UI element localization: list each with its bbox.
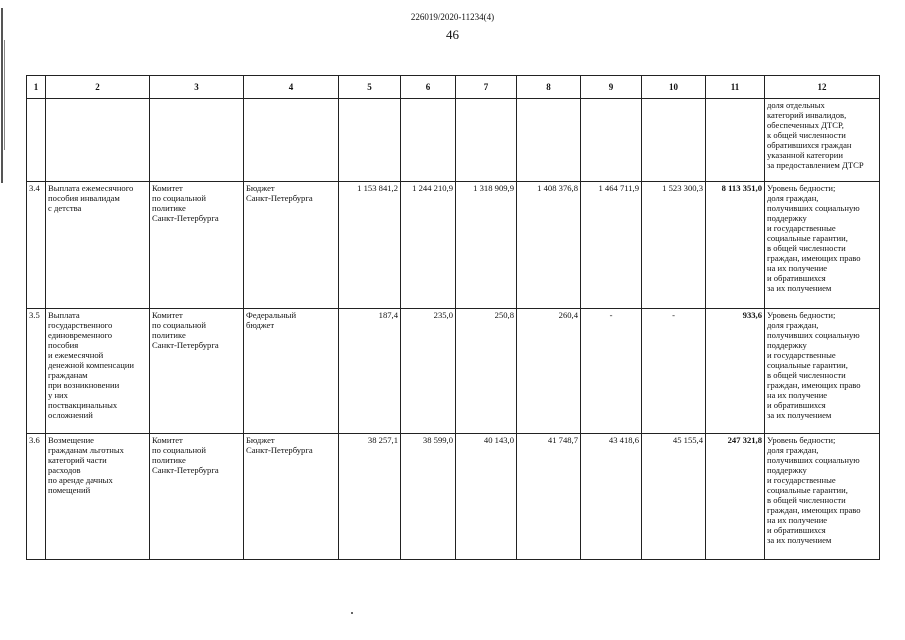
total-amount-cell: 933,6 — [706, 309, 765, 434]
measure-name-line: с детства — [48, 203, 82, 213]
indicator-line: граждан, имеющих право — [767, 380, 861, 390]
indicator-cell — [765, 99, 880, 182]
measure-name-line: поствакцинальных — [48, 400, 118, 410]
executor-line: политике — [152, 455, 186, 465]
indicator-line: доля граждан, — [767, 320, 819, 330]
total-amount-cell: 247 321,8 — [706, 434, 765, 560]
column-header: 6 — [401, 76, 456, 99]
measure-name-line: категорий части — [48, 455, 107, 465]
measure-name-cell — [46, 182, 150, 309]
measure-name-line: Выплата ежемесячного — [48, 183, 134, 193]
executor-line: Санкт-Петербурга — [152, 340, 219, 350]
funding-source-line: Санкт-Петербурга — [246, 193, 313, 203]
indicator-line: поддержку — [767, 465, 807, 475]
indicator-line: на их получение — [767, 515, 828, 525]
indicator-line: обратившихся граждан — [767, 140, 852, 150]
measure-name-line: и ежемесячной — [48, 350, 104, 360]
executor-line: по социальной — [152, 445, 206, 455]
indicator-line: доля граждан, — [767, 445, 819, 455]
year-amount-cell: 1 153 841,2 — [339, 182, 401, 309]
indicator-line: в общей численности — [767, 370, 846, 380]
measure-name-line: пособия инвалидам — [48, 193, 120, 203]
year-amount-cell: 43 418,6 — [581, 434, 642, 560]
measure-name-line: государственного — [48, 320, 113, 330]
document-header — [0, 10, 905, 43]
total-amount-cell: 8 113 351,0 — [706, 182, 765, 309]
executor-cell — [150, 182, 244, 309]
indicator-line: за их получением — [767, 410, 832, 420]
year-amount-cell: 260,4 — [517, 309, 581, 434]
indicator-line: и обратившихся — [767, 273, 826, 283]
funding-source-cell — [244, 434, 339, 560]
column-header: 9 — [581, 76, 642, 99]
measure-name-line: при возникновении — [48, 380, 120, 390]
measure-name-line: единовременного — [48, 330, 113, 340]
funding-source-line: Бюджет — [246, 435, 275, 445]
measure-name-line: помещений — [48, 485, 91, 495]
table-row-3-6 — [27, 434, 880, 560]
year-amount-cell: 1 408 376,8 — [517, 182, 581, 309]
table-row-3-5 — [27, 309, 880, 434]
year-amount-cell: 1 523 300,3 — [642, 182, 706, 309]
executor-line: политике — [152, 203, 186, 213]
indicator-line: и обратившихся — [767, 525, 826, 535]
funding-source-line: Санкт-Петербурга — [246, 445, 313, 455]
document-number: 226019/2020-11234(4) — [410, 12, 495, 22]
indicator-line: поддержку — [767, 213, 807, 223]
column-header: 5 — [339, 76, 401, 99]
executor-line: Комитет — [152, 310, 183, 320]
indicator-line: и государственные — [767, 475, 836, 485]
scan-edge-mark-secondary — [4, 40, 5, 150]
indicator-line: получивших социальную — [767, 330, 860, 340]
row-number: 3.5 — [29, 310, 40, 320]
indicator-line: социальные гарантии, — [767, 485, 848, 495]
indicator-line: граждан, имеющих право — [767, 505, 861, 515]
measure-name-line: Возмещение — [48, 435, 94, 445]
row-number-cell — [27, 434, 46, 560]
year-amount-cell: 38 257,1 — [339, 434, 401, 560]
indicator-line: и государственные — [767, 350, 836, 360]
row-number-cell — [27, 309, 46, 434]
column-header: 2 — [46, 76, 150, 99]
indicator-line: Уровень бедности; — [767, 310, 836, 320]
row-number: 3.6 — [29, 435, 40, 445]
funding-source-line: Федеральный — [246, 310, 297, 320]
column-header: 11 — [706, 76, 765, 99]
funding-source-cell — [244, 182, 339, 309]
indicator-line: и обратившихся — [767, 400, 826, 410]
measure-name-line: осложнений — [48, 410, 93, 420]
measure-name-line: гражданам — [48, 370, 88, 380]
year-amount-cell: 41 748,7 — [517, 434, 581, 560]
scan-speck — [351, 612, 353, 614]
indicator-cell — [765, 182, 880, 309]
row-number: 3.4 — [29, 183, 40, 193]
indicator-line: к общей численности — [767, 130, 846, 140]
executor-line: Комитет — [152, 183, 183, 193]
table-row-continuation — [27, 99, 880, 182]
indicator-cell — [765, 309, 880, 434]
measure-name-line: гражданам льготных — [48, 445, 124, 455]
executor-line: Санкт-Петербурга — [152, 213, 219, 223]
column-header: 4 — [244, 76, 339, 99]
indicator-line: на их получение — [767, 390, 828, 400]
indicator-line: граждан, имеющих право — [767, 253, 861, 263]
measure-name-cell — [46, 434, 150, 560]
year-amount-cell: 187,4 — [339, 309, 401, 434]
year-amount-cell: 235,0 — [401, 309, 456, 434]
indicator-line: в общей численности — [767, 495, 846, 505]
indicator-line: обеспеченных ДТСР, — [767, 120, 844, 130]
column-header: 3 — [150, 76, 244, 99]
indicator-line: за предоставлением ДТСР — [767, 160, 864, 170]
indicator-line: доля граждан, — [767, 193, 819, 203]
measure-name-line: денежной компенсации — [48, 360, 135, 370]
year-amount-cell: 40 143,0 — [456, 434, 517, 560]
page-number: 46 — [446, 27, 459, 42]
executor-line: по социальной — [152, 320, 206, 330]
indicator-line: социальные гарантии, — [767, 360, 848, 370]
column-header: 7 — [456, 76, 517, 99]
indicator-line: социальные гарантии, — [767, 233, 848, 243]
indicator-cell — [765, 434, 880, 560]
year-amount-cell: - — [642, 309, 706, 434]
column-header: 10 — [642, 76, 706, 99]
executor-cell — [150, 309, 244, 434]
indicator-line: Уровень бедности; — [767, 435, 836, 445]
year-amount-cell: 45 155,4 — [642, 434, 706, 560]
funding-source-cell — [244, 309, 339, 434]
measure-name-cell — [46, 309, 150, 434]
indicator-line: указанной категории — [767, 150, 843, 160]
row-number-cell — [27, 182, 46, 309]
column-header: 8 — [517, 76, 581, 99]
column-header: 12 — [765, 76, 880, 99]
year-amount-cell: - — [581, 309, 642, 434]
indicator-line: в общей численности — [767, 243, 846, 253]
funding-source-line: Бюджет — [246, 183, 275, 193]
indicator-line: поддержку — [767, 340, 807, 350]
year-amount-cell: 1 464 711,9 — [581, 182, 642, 309]
column-header: 1 — [27, 76, 46, 99]
indicator-line: категорий инвалидов, — [767, 110, 847, 120]
funding-source-line: бюджет — [246, 320, 275, 330]
measure-name-line: по аренде дачных — [48, 475, 113, 485]
year-amount-cell: 1 244 210,9 — [401, 182, 456, 309]
indicator-line: Уровень бедности; — [767, 183, 836, 193]
indicator-line: получивших социальную — [767, 203, 860, 213]
indicator-line: за их получением — [767, 535, 832, 545]
measure-name-line: пособия — [48, 340, 79, 350]
executor-cell — [150, 434, 244, 560]
executor-line: политике — [152, 330, 186, 340]
measure-name-line: у них — [48, 390, 68, 400]
column-number-row — [27, 76, 880, 99]
year-amount-cell: 1 318 909,9 — [456, 182, 517, 309]
executor-line: Комитет — [152, 435, 183, 445]
indicator-line: на их получение — [767, 263, 828, 273]
indicator-line: за их получением — [767, 283, 832, 293]
indicator-line: получивших социальную — [767, 455, 860, 465]
measure-name-line: Выплата — [48, 310, 80, 320]
measure-name-line: расходов — [48, 465, 81, 475]
executor-line: Санкт-Петербурга — [152, 465, 219, 475]
indicator-line: и государственные — [767, 223, 836, 233]
year-amount-cell: 250,8 — [456, 309, 517, 434]
table-row-3-4 — [27, 182, 880, 309]
year-amount-cell: 38 599,0 — [401, 434, 456, 560]
executor-line: по социальной — [152, 193, 206, 203]
indicator-line: доля отдельных — [767, 100, 825, 110]
program-table — [26, 75, 880, 560]
